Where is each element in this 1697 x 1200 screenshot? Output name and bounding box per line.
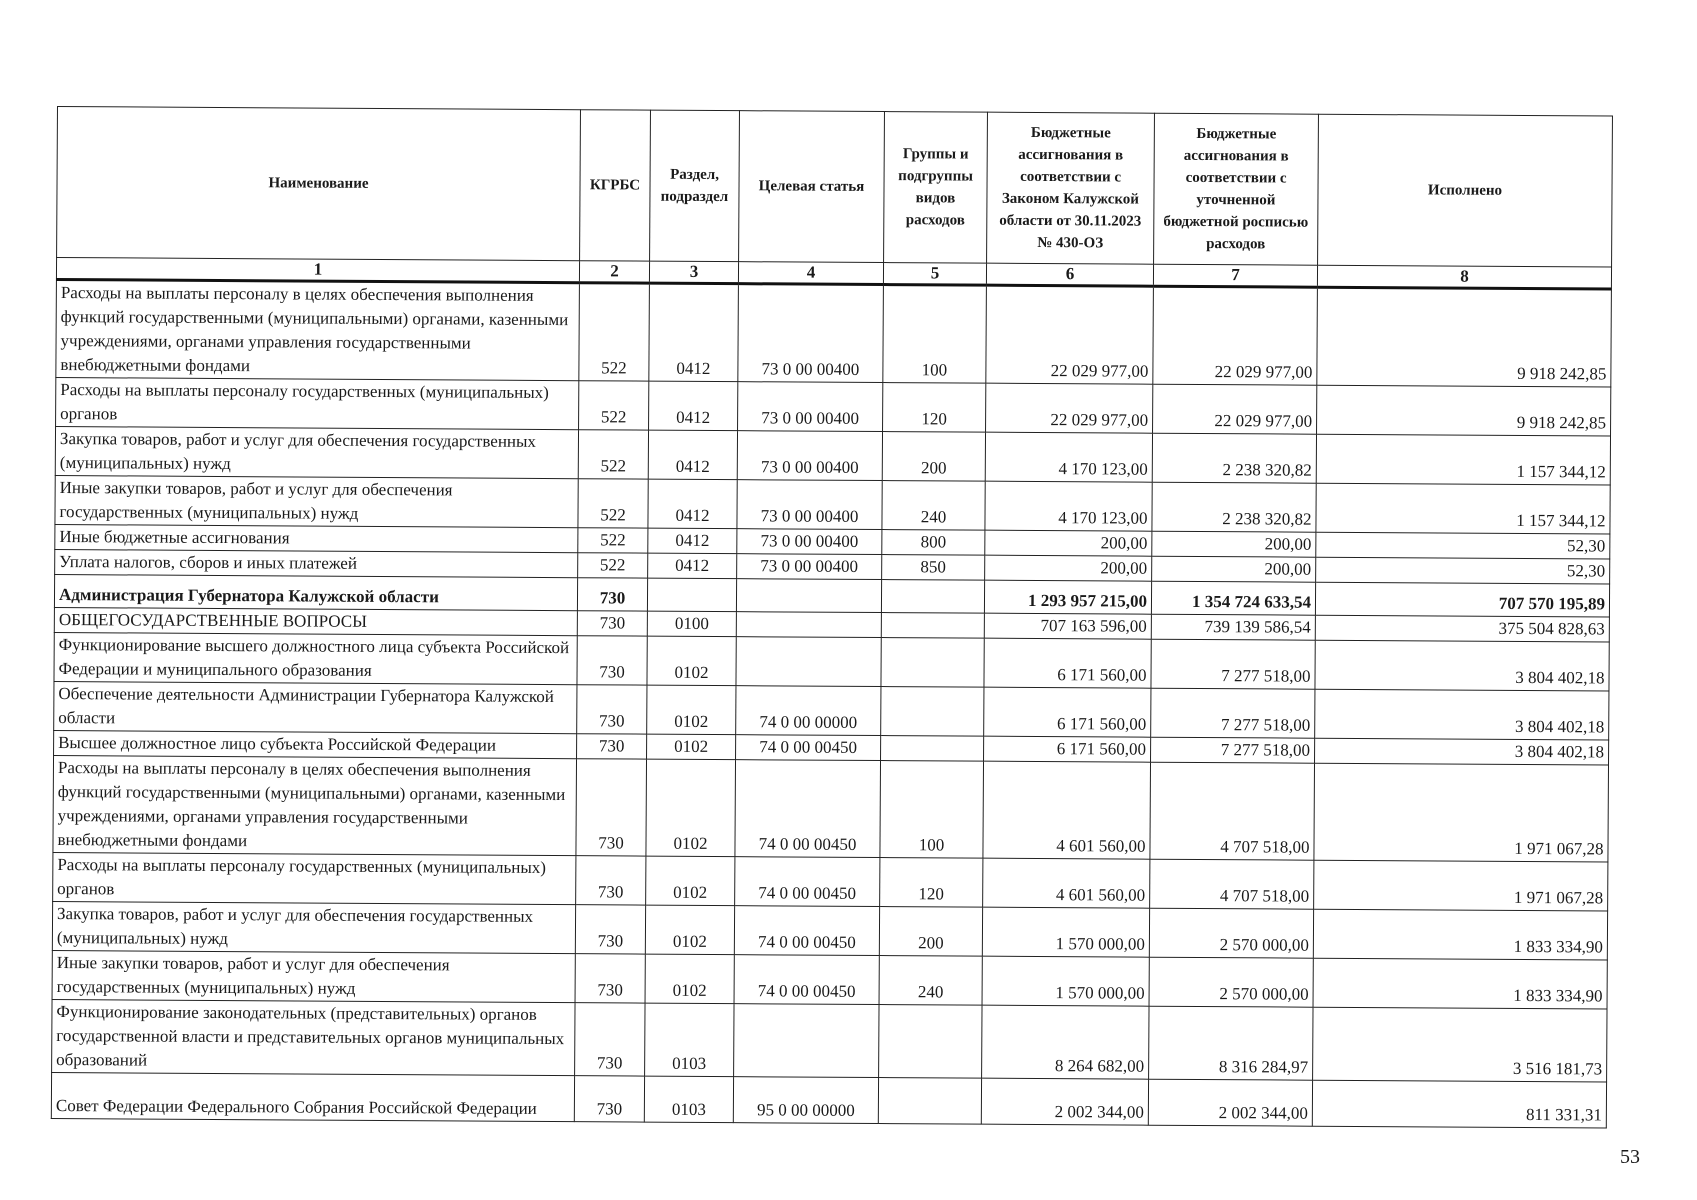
row-razdel: 0102 <box>647 636 736 686</box>
row-razdel: 0412 <box>648 430 737 480</box>
row-kgrbs: 522 <box>578 553 648 578</box>
row-law-amount: 1 570 000,00 <box>982 956 1149 1006</box>
row-razdel: 0102 <box>646 856 735 906</box>
row-razdel: 0102 <box>645 905 734 955</box>
row-vid: 800 <box>882 530 985 556</box>
row-razdel: 0412 <box>649 283 739 382</box>
row-vid <box>878 1078 981 1125</box>
row-rospis-amount: 2 238 320,82 <box>1152 482 1316 532</box>
row-name: Высшее должностное лицо субъекта Российской Федерации <box>54 730 577 758</box>
budget-sheet <box>51 106 1612 1128</box>
row-rospis-amount: 2 238 320,82 <box>1152 433 1316 483</box>
row-law-amount: 1 570 000,00 <box>982 907 1149 957</box>
row-vid <box>881 687 984 737</box>
row-kgrbs: 730 <box>577 685 647 734</box>
header-tselevaya: Целевая статья <box>739 111 885 263</box>
row-tselevaya: 74 0 00 00450 <box>735 857 880 907</box>
row-vid: 200 <box>879 907 982 957</box>
row-razdel: 0100 <box>647 611 736 637</box>
row-ispolneno-amount: 9 918 242,85 <box>1317 287 1612 387</box>
row-rospis-amount: 1 354 724 633,54 <box>1151 581 1315 615</box>
row-law-amount: 6 171 560,00 <box>984 687 1151 737</box>
column-number: 2 <box>579 261 649 283</box>
row-kgrbs: 730 <box>577 611 647 636</box>
row-law-amount: 22 029 977,00 <box>986 285 1154 384</box>
row-vid: 120 <box>880 858 983 908</box>
column-number: 1 <box>56 258 579 283</box>
row-vid <box>881 580 984 614</box>
header-kgrbs: КГРБС <box>580 110 651 261</box>
header-law: Бюджетные ассигнования в соответствии с Законом Калужской области от 30.11.2023 № 430-ОЗ <box>987 112 1155 264</box>
row-kgrbs: 522 <box>578 479 648 528</box>
row-ispolneno-amount: 375 504 828,63 <box>1315 615 1609 642</box>
row-ispolneno-amount: 52,30 <box>1316 532 1610 559</box>
row-razdel: 0103 <box>644 1076 733 1123</box>
table-row <box>52 999 1607 1081</box>
row-kgrbs: 522 <box>578 430 648 479</box>
row-ispolneno-amount: 1 833 334,90 <box>1313 958 1607 1009</box>
row-rospis-amount: 200,00 <box>1152 556 1316 582</box>
table-row <box>53 755 1609 861</box>
row-name: Расходы на выплаты персоналу в целях обеспечения выполнения функций государственными (муниципальными) органами, казенными учреждениями, органами управления государственными внебюджетными фондами <box>53 755 577 855</box>
row-law-amount: 4 601 560,00 <box>983 858 1150 908</box>
row-tselevaya: 74 0 00 00450 <box>736 735 881 761</box>
row-rospis-amount: 739 139 586,54 <box>1151 614 1315 640</box>
row-law-amount: 6 171 560,00 <box>984 638 1151 688</box>
row-ispolneno-amount: 9 918 242,85 <box>1317 385 1611 436</box>
column-number: 5 <box>883 263 986 286</box>
row-ispolneno-amount: 1 971 067,28 <box>1314 763 1609 862</box>
row-tselevaya: 73 0 00 00400 <box>738 284 884 383</box>
row-razdel: 0412 <box>648 479 737 529</box>
row-razdel: 0102 <box>647 685 736 735</box>
row-rospis-amount: 200,00 <box>1152 531 1316 557</box>
row-law-amount: 707 163 596,00 <box>984 613 1151 639</box>
budget-table <box>51 106 1613 1128</box>
row-ispolneno-amount: 3 804 402,18 <box>1315 640 1609 691</box>
row-vid <box>881 613 984 639</box>
row-name: Администрация Губернатора Калужской области <box>54 574 577 610</box>
row-vid: 240 <box>882 481 985 531</box>
row-ispolneno-amount: 1 971 067,28 <box>1314 860 1608 911</box>
row-law-amount: 22 029 977,00 <box>986 383 1153 433</box>
row-kgrbs: 730 <box>574 1076 644 1122</box>
row-rospis-amount: 22 029 977,00 <box>1153 286 1318 385</box>
row-vid <box>881 638 984 688</box>
row-ispolneno-amount: 3 804 402,18 <box>1315 689 1609 740</box>
row-rospis-amount: 2 002 344,00 <box>1148 1079 1312 1126</box>
row-ispolneno-amount: 1 157 344,12 <box>1316 483 1610 534</box>
row-tselevaya: 73 0 00 00400 <box>737 480 882 530</box>
row-law-amount: 4 170 123,00 <box>985 432 1152 482</box>
table-row <box>54 632 1609 690</box>
row-ispolneno-amount: 3 516 181,73 <box>1313 1007 1607 1082</box>
row-tselevaya <box>736 637 881 687</box>
row-name: Обеспечение деятельности Администрации Губернатора Калужской области <box>54 681 577 733</box>
row-law-amount: 4 170 123,00 <box>985 481 1152 531</box>
row-tselevaya <box>736 612 881 638</box>
row-tselevaya: 95 0 00 00000 <box>733 1077 878 1124</box>
row-tselevaya <box>734 1004 879 1078</box>
row-kgrbs: 730 <box>575 954 645 1003</box>
row-rospis-amount: 2 570 000,00 <box>1149 957 1313 1007</box>
row-razdel: 0102 <box>646 759 736 857</box>
row-name: Функционирование высшего должностного лица субъекта Российской Федерации и муниципального образования <box>54 632 577 684</box>
row-vid: 200 <box>882 432 985 482</box>
row-law-amount: 4 601 560,00 <box>983 761 1151 859</box>
column-number: 8 <box>1317 265 1611 289</box>
row-razdel: 0102 <box>645 954 734 1004</box>
row-ispolneno-amount: 3 804 402,18 <box>1315 738 1609 765</box>
row-tselevaya: 73 0 00 00400 <box>737 431 882 481</box>
row-name: Иные закупки товаров, работ и услуг для обеспечения государственных (муниципальных) нужд <box>52 950 575 1002</box>
row-law-amount: 2 002 344,00 <box>981 1078 1148 1125</box>
row-tselevaya: 74 0 00 00450 <box>735 760 881 858</box>
row-rospis-amount: 8 316 284,97 <box>1149 1006 1313 1080</box>
row-kgrbs: 730 <box>576 759 647 856</box>
row-name: Расходы на выплаты персоналу в целях обеспечения выполнения функций государственными (муниципальными) органами, казенными учреждениями, органами управления государственными внебюджетными фондами <box>56 279 580 380</box>
row-razdel <box>647 578 736 612</box>
row-ispolneno-amount: 1 157 344,12 <box>1316 434 1610 485</box>
row-kgrbs: 730 <box>576 856 646 905</box>
row-tselevaya: 73 0 00 00400 <box>738 382 883 432</box>
row-name: Расходы на выплаты персоналу государственных (муниципальных) органов <box>53 852 576 904</box>
row-rospis-amount: 7 277 518,00 <box>1151 737 1315 763</box>
row-name: Уплата налогов, сборов и иных платежей <box>55 549 578 577</box>
row-rospis-amount: 22 029 977,00 <box>1153 384 1317 434</box>
row-kgrbs: 730 <box>575 1003 645 1076</box>
row-ispolneno-amount: 52,30 <box>1316 557 1610 584</box>
row-vid: 240 <box>879 956 982 1006</box>
row-razdel: 0102 <box>647 734 736 760</box>
table-row <box>52 950 1607 1008</box>
row-kgrbs: 730 <box>575 905 645 954</box>
row-law-amount: 8 264 682,00 <box>982 1005 1149 1079</box>
column-number: 6 <box>986 263 1153 286</box>
header-name: Наименование <box>57 107 581 261</box>
row-name: Закупка товаров, работ и услуг для обеспечения государственных (муниципальных) нужд <box>55 426 578 478</box>
row-tselevaya: 73 0 00 00400 <box>737 554 882 580</box>
column-number: 3 <box>649 261 738 284</box>
table-body <box>51 279 1611 1127</box>
row-rospis-amount: 2 570 000,00 <box>1149 908 1313 958</box>
row-name: Функционирование законодательных (представительных) органов государственной власти и представительных органов муниципальных образований <box>52 999 575 1075</box>
row-rospis-amount: 7 277 518,00 <box>1151 688 1315 738</box>
row-tselevaya: 74 0 00 00450 <box>734 955 879 1005</box>
row-kgrbs: 730 <box>577 578 647 611</box>
row-rospis-amount: 4 707 518,00 <box>1150 762 1315 860</box>
row-tselevaya: 74 0 00 00450 <box>734 906 879 956</box>
row-ispolneno-amount: 1 833 334,90 <box>1313 909 1607 960</box>
row-tselevaya <box>736 579 881 613</box>
row-kgrbs: 730 <box>577 734 647 759</box>
row-name: Иные закупки товаров, работ и услуг для обеспечения государственных (муниципальных) нужд <box>55 475 578 527</box>
row-vid <box>879 1005 982 1079</box>
row-vid: 100 <box>880 761 984 859</box>
row-law-amount: 6 171 560,00 <box>984 736 1151 762</box>
row-name: Совет Федерации Федерального Собрания Российской Федерации <box>51 1072 574 1121</box>
row-rospis-amount: 7 277 518,00 <box>1151 639 1315 689</box>
row-tselevaya: 74 0 00 00000 <box>736 686 881 736</box>
header-rospis: Бюджетные ассигнования в соответствии с уточненной бюджетной росписью расходов <box>1154 113 1319 265</box>
header-razdel: Раздел, подраздел <box>650 110 740 262</box>
row-law-amount: 200,00 <box>985 555 1152 581</box>
page-number: 53 <box>1620 1146 1640 1168</box>
row-law-amount: 200,00 <box>985 530 1152 556</box>
row-tselevaya: 73 0 00 00400 <box>737 529 882 555</box>
row-rospis-amount: 4 707 518,00 <box>1150 859 1314 909</box>
table-header-row <box>57 107 1613 267</box>
row-name: Закупка товаров, работ и услуг для обеспечения государственных (муниципальных) нужд <box>52 901 575 953</box>
row-vid: 120 <box>883 383 986 433</box>
table-row <box>55 475 1610 533</box>
row-name: Расходы на выплаты персоналу государственных (муниципальных) органов <box>56 377 579 429</box>
header-gruppy: Группы и подгруппы видов расходов <box>884 112 988 264</box>
row-vid: 850 <box>882 555 985 581</box>
row-kgrbs: 522 <box>578 528 648 553</box>
row-ispolneno-amount: 811 331,31 <box>1312 1080 1606 1128</box>
table-row <box>56 279 1612 386</box>
row-razdel: 0103 <box>645 1003 734 1077</box>
row-ispolneno-amount: 707 570 195,89 <box>1315 582 1609 617</box>
row-vid: 100 <box>883 285 987 384</box>
column-number: 7 <box>1153 264 1317 287</box>
row-kgrbs: 522 <box>579 283 650 381</box>
row-razdel: 0412 <box>649 381 738 431</box>
row-name: ОБЩЕГОСУДАРСТВЕННЫЕ ВОПРОСЫ <box>54 607 577 635</box>
row-law-amount: 1 293 957 215,00 <box>984 580 1151 614</box>
row-kgrbs: 522 <box>579 381 649 430</box>
row-razdel: 0412 <box>648 553 737 579</box>
column-number: 4 <box>738 262 883 285</box>
row-kgrbs: 730 <box>577 636 647 685</box>
row-name: Иные бюджетные ассигнования <box>55 524 578 552</box>
table-row <box>51 1072 1606 1127</box>
header-ispolneno: Исполнено <box>1318 114 1613 267</box>
row-vid <box>881 736 984 762</box>
row-razdel: 0412 <box>648 528 737 554</box>
